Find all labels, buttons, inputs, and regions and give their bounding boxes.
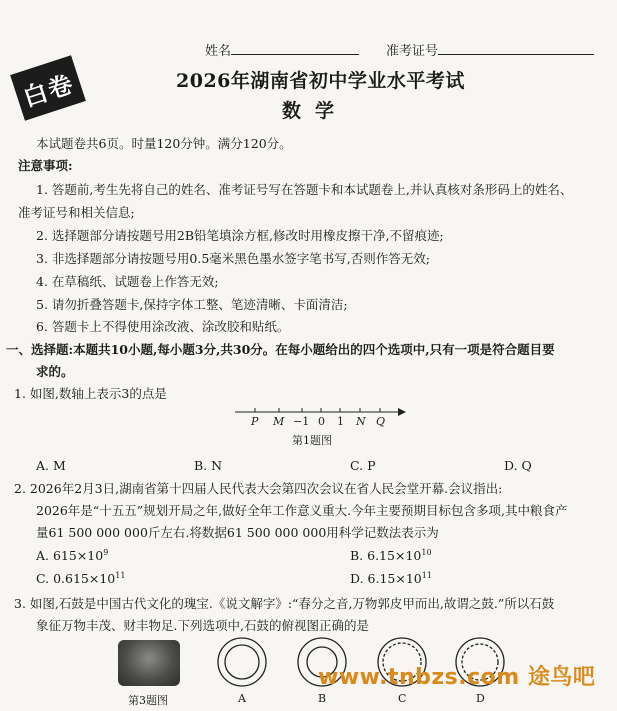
section-heading: 一、选择题:本题共10小题,每小题3分,共30分。在每小题给出的四个选项中,只有一项是符合题目要 xyxy=(6,342,555,357)
ticket-label: 准考证号 xyxy=(386,44,439,59)
q1-option-b[interactable]: B. N xyxy=(194,458,223,473)
q2-line: 2026年是“十五五”规划开局之年,做好全年工作意义重大.今年主要预期目标包含多项,其中粮食产 xyxy=(36,503,568,518)
q2-option-b[interactable]: B. $6.15\times 10^{10}$ xyxy=(350,548,432,564)
ticket-underline xyxy=(438,42,594,55)
arrow-icon xyxy=(398,408,406,416)
note-item: 5. 请勿折叠答题卡,保持字体工整、笔迹清晰、卡面清洁; xyxy=(36,297,348,312)
axis-label-p: P xyxy=(251,415,259,428)
exam-title: 2026年湖南省初中学业水平考试 xyxy=(176,70,465,92)
q3-line: 象征万物丰茂、财丰物足.下列选项中,石鼓的俯视图正确的是 xyxy=(36,618,369,633)
axis-label-1: 1 xyxy=(337,415,344,428)
note-item: 准考证号和相关信息; xyxy=(18,205,135,220)
note-item: 1. 答题前,考生先将自己的姓名、准考证号写在答题卡和本试题卷上,并认真核对条形码上的姓名、 xyxy=(36,182,573,197)
q3-option-a-figure[interactable] xyxy=(218,638,266,686)
note-item: 6. 答题卡上不得使用涂改液、涂改胶和贴纸。 xyxy=(36,319,290,334)
exam-subject: 数学 xyxy=(282,100,349,122)
q1-option-d[interactable]: D. Q xyxy=(504,458,532,473)
stamp-badge: 白卷 xyxy=(10,55,86,120)
q1-caption: 第1题图 xyxy=(292,434,332,447)
axis-label-0: 0 xyxy=(318,415,325,428)
q2-option-a[interactable]: A. $615\times 10^9$ xyxy=(36,548,109,564)
axis-label-neg1: −1 xyxy=(293,415,310,428)
q3-option-b-label[interactable]: B xyxy=(318,692,327,705)
q3-option-c-label[interactable]: C xyxy=(398,692,407,705)
q3-line: 3. 如图,石鼓是中国古代文化的瑰宝.《说文解字》:“春分之音,万物郭皮甲而出,故谓之鼓.”所以石鼓 xyxy=(14,596,555,611)
q1-stem: 1. 如图,数轴上表示3的点是 xyxy=(14,386,167,401)
axis-label-q: Q xyxy=(376,415,386,428)
ticket-field xyxy=(386,40,594,59)
q2-option-d[interactable]: D. $6.15\times 10^{11}$ xyxy=(350,571,432,587)
axis-label-m: M xyxy=(273,415,285,428)
q1-option-a[interactable]: A. M xyxy=(36,458,66,473)
intro-text: 本试题卷共6页。时量120分钟。满分120分。 xyxy=(36,136,292,151)
stone-drum-photo xyxy=(118,640,180,686)
notes-heading: 注意事项: xyxy=(18,158,73,173)
q3-caption: 第3题图 xyxy=(128,694,168,707)
name-field xyxy=(205,40,359,59)
name-underline xyxy=(231,42,359,55)
section-heading-cont: 求的。 xyxy=(36,364,74,379)
q2-option-c[interactable]: C. $0.615\times 10^{11}$ xyxy=(36,571,126,587)
q2-line: 2. 2026年2月3日,湖南省第十四届人民代表大会第四次会议在省人民会堂开幕.会议指出: xyxy=(14,481,503,496)
note-item: 4. 在草稿纸、试题卷上作答无效; xyxy=(36,274,219,289)
site-watermark: www.tnbzs.com 途鸟吧 xyxy=(318,665,596,690)
q1-option-c[interactable]: C. P xyxy=(350,458,376,473)
axis-label-n: N xyxy=(356,415,366,428)
q3-option-a-label[interactable]: A xyxy=(238,692,246,705)
q3-option-d-label[interactable]: D xyxy=(476,692,485,705)
name-label: 姓名 xyxy=(205,44,232,59)
number-line-figure xyxy=(230,398,410,432)
note-item: 2. 选择题部分请按题号用2B铅笔填涂方框,修改时用橡皮擦干净,不留痕迹; xyxy=(36,228,444,243)
note-item: 3. 非选择题部分请按题号用0.5毫米黑色墨水签字笔书写,否则作答无效; xyxy=(36,251,430,266)
q2-line: 量61 500 000 000斤左右.将数据61 500 000 000用科学记数法表示为 xyxy=(36,525,439,540)
